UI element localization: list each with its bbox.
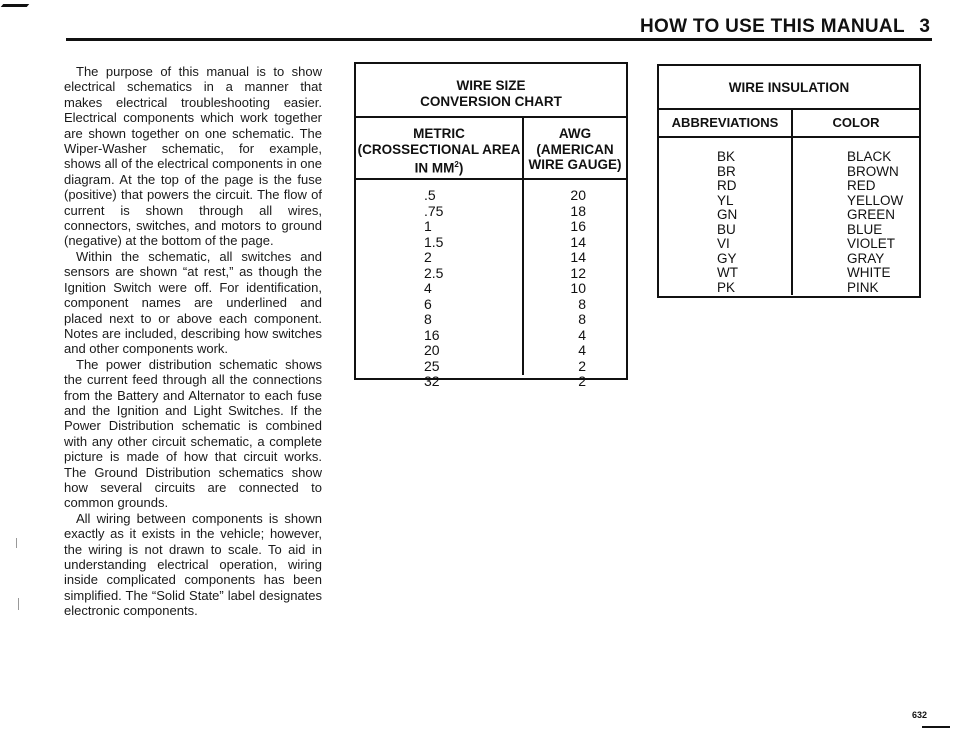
footer-rule (922, 726, 950, 728)
metric-header-line2: (CROSSECTIONAL AREA (357, 141, 521, 157)
color-value: GRAY (847, 250, 885, 266)
metric-value: 1.5 (424, 233, 444, 250)
awg-value: 8 (578, 295, 586, 312)
metric-value: .5 (424, 187, 436, 203)
metric-value: 20 (424, 342, 440, 358)
abbreviation-value: BK (717, 149, 736, 164)
metric-value: 16 (424, 326, 440, 343)
abbreviation-value: RD (717, 178, 737, 193)
body-paragraph: All wiring between components is shown exactly as it exists in the vehicle; however, the wiring is not drawn to scale. To aid in understanding electrical operation, wiring inside complicated components has been simplified. The “Solid State” label designates electronic components. (64, 510, 322, 619)
metric-value: 4 (424, 280, 432, 296)
wire-size-title-line1: WIRE SIZE (456, 78, 526, 93)
awg-value: 4 (578, 326, 586, 343)
page-id: 632 (912, 710, 928, 720)
wire-size-header-row (356, 118, 626, 180)
awg-value: 2 (578, 357, 586, 374)
color-value: PINK (847, 279, 879, 295)
metric-column-header (356, 118, 524, 178)
awg-value: 4 (578, 342, 586, 358)
metric-value: 2 (424, 249, 432, 265)
abbreviation-value: PK (717, 279, 736, 295)
metric-header-line3 (356, 157, 522, 176)
awg-value: 10 (570, 280, 586, 296)
body-paragraph: The purpose of this manual is to show electrical schematics in a manner that makes electrical troubleshooting easier. Electrical components which work together are shown together on one schematic. The Wiper-Washer schematic, for example, shows all of the electrical components in one diagram. At the top of the page is the fuse (positive) that powers the circuit. The flow of current is shown through all wires, connectors, switches, and motors to ground (negative) at the bottom of the page. (64, 64, 322, 249)
page-header (640, 14, 930, 38)
metric-value: 8 (424, 311, 432, 327)
awg-values (524, 180, 626, 389)
metric-value: 1 (424, 218, 432, 234)
wire-insulation-body (659, 138, 919, 295)
awg-value: 18 (570, 202, 586, 219)
abbreviation-value: VI (717, 236, 730, 251)
awg-value: 8 (578, 311, 586, 327)
awg-value: 14 (570, 233, 586, 250)
awg-header-line2: (AMERICAN (536, 141, 614, 157)
abbreviation-value: BU (717, 221, 736, 237)
body-text (64, 64, 322, 619)
abbreviation-value: WT (717, 265, 738, 280)
awg-value: 14 (570, 249, 586, 265)
awg-value: 20 (570, 187, 586, 203)
abbreviation-value: GN (717, 207, 738, 222)
metric-value: 6 (424, 295, 432, 312)
abbreviation-values (659, 138, 793, 295)
color-value: WHITE (847, 265, 891, 280)
margin-mark (16, 538, 17, 548)
wire-size-body (356, 180, 626, 389)
header-rule (66, 38, 932, 41)
wire-size-title-line2: CONVERSION CHART (420, 93, 562, 109)
awg-value: 12 (570, 264, 586, 281)
metric-value: .75 (424, 202, 444, 219)
metric-header-line1: METRIC (413, 126, 465, 141)
metric-header-sup: 2 (454, 160, 459, 169)
abbreviations-column-header: ABBREVIATIONS (659, 110, 793, 136)
wire-size-title (356, 64, 626, 118)
corner-scan-mark (1, 4, 30, 7)
color-value: BLACK (847, 149, 892, 164)
color-value: VIOLET (847, 236, 896, 251)
page-title: HOW TO USE THIS MANUAL (640, 16, 905, 37)
color-value: BLUE (847, 221, 883, 237)
color-value: GREEN (847, 207, 896, 222)
page-number: 3 (919, 16, 930, 37)
body-paragraph: The power distribution schematic shows the current feed through all the connections from the Battery and Alternator to each fuse and the Ignition and Light Switches. If the Power Distribution schematic is combined with any other circuit schematic, a complete picture is made of how that circuit works. The Ground Distribution schematics show how several circuits are connected to common grounds. (64, 356, 322, 511)
metric-value: 25 (424, 357, 440, 374)
awg-value: 16 (570, 218, 586, 234)
abbreviation-value: GY (717, 250, 737, 266)
color-value: BROWN (847, 163, 899, 179)
wire-insulation-title: WIRE INSULATION (659, 66, 919, 110)
color-value: YELLOW (847, 192, 904, 208)
awg-header-line3: WIRE GAUGE) (528, 157, 622, 172)
wire-insulation-header-row (659, 110, 919, 138)
awg-value: 2 (578, 373, 586, 389)
metric-values (356, 180, 524, 389)
metric-value: 32 (424, 373, 440, 389)
wire-insulation-table (657, 64, 921, 298)
metric-header-unit: IN MM (414, 160, 455, 176)
body-paragraph: Within the schematic, all switches and sensors are shown “at rest,” as though the Ignition Switch were off. For identification, component names are underlined and placed next to or above each component. Notes are included, describing how switches and other components work. (64, 248, 322, 357)
color-column-header: COLOR (832, 115, 880, 130)
color-values (793, 138, 919, 295)
abbreviation-value: BR (717, 163, 736, 179)
color-value: RED (847, 178, 876, 193)
margin-mark (18, 598, 19, 610)
awg-column-header (524, 118, 626, 178)
abbreviation-value: YL (717, 192, 734, 208)
metric-value: 2.5 (424, 264, 444, 281)
awg-header-line1: AWG (558, 126, 592, 141)
metric-header-close: ) (458, 160, 464, 176)
wire-size-conversion-chart (354, 62, 628, 389)
